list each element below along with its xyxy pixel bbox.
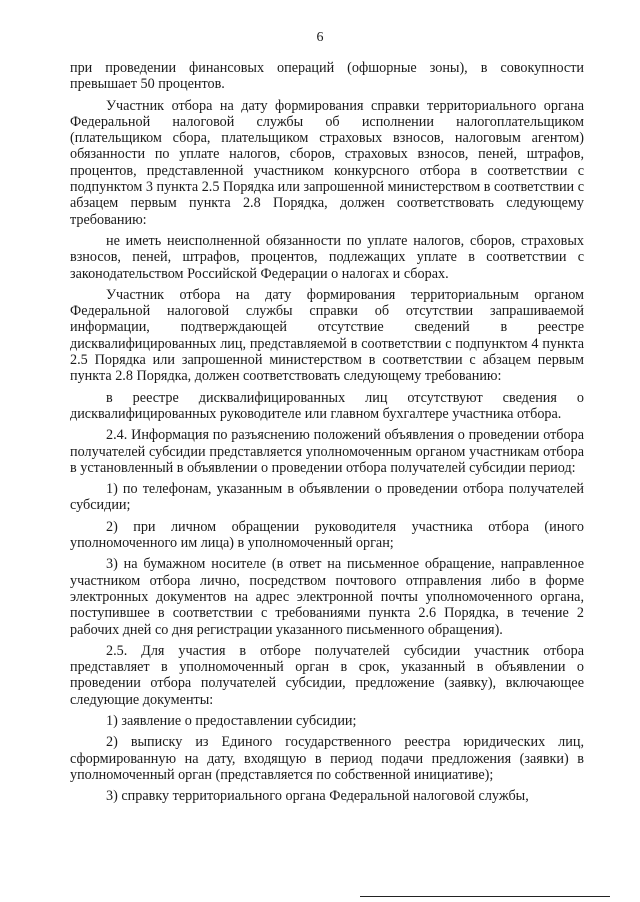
page-number: 6 [316,30,324,45]
paragraph: Участник отбора на дату формирования справки территориального органа Федеральной налоговой службы об исполнении налогоплательщиком (плательщиком сбора, плательщиком страховых взносов, налоговым агентом) обязанности по уплате налогов, сборов, страховых взносов, пеней, штрафов, процентов, представленной участником конкурсного отбора в соответствии с подпунктом 3 пункта 2.5 Порядка или запрошенной министерством в соответствии с абзацем первым пункта 2.8 Порядка, должен соответствовать следующему требованию: [70,97,584,228]
list-item: 3) на бумажном носителе (в ответ на письменное обращение, направленное участником отбора лично, посредством почтового отправления либо в форме электронных документов на адрес электронной почты уполномоченного органа, поступившее в соответствии с требованиями пункта 2.6 Порядка, в течение 2 рабочих дней со дня регистрации указанного письменного обращения). [70,556,584,638]
paragraph: в реестре дисквалифицированных лиц отсутствуют сведения о дисквалифицированных руководителе или главном бухгалтере участника отбора. [70,389,584,422]
list-item: 2) при личном обращении руководителя участника отбора (иного уполномоченного им лица) в уполномоченный орган; [70,518,584,552]
footer-divider [360,896,610,897]
list-item: 3) справку территориального органа Федеральной налоговой службы, [106,788,529,805]
paragraph: при проведении финансовых операций (офшорные зоны), в совокупности превышает 50 процентов. [70,60,584,93]
list-item: 2) выписку из Единого государственного реестра юридических лиц, сформированную на дату, входящую в период подачи предложения (заявки) в уполномоченный орган (представляется по собственной инициативе); [70,734,584,783]
paragraph: не иметь неисполненной обязанности по уплате налогов, сборов, страховых взносов, пеней, штрафов, процентов, подлежащих уплате в соответствии с законодательством Российской Федерации о налогах и сборах. [70,232,584,282]
paragraph: 2.4. Информация по разъяснению положений объявления о проведении отбора получателей субсидии представляется уполномоченным органом участникам отбора в установленный в объявлении о проведении отбора получателей субсидии период: [70,427,584,476]
paragraph: 2.5. Для участия в отборе получателей субсидии участник отбора представляет в уполномоченный орган в срок, указанный в объявлении о проведении отбора получателей субсидии, предложение (заявку), включающее следующие документы: [70,642,584,708]
list-item: 1) заявление о предоставлении субсидии; [106,712,357,729]
paragraph: Участник отбора на дату формирования территориальным органом Федеральной налоговой службы справки об отсутствии запрашиваемой информации, подтверждающей отсутствие сведений в реестре дисквалифицированных лиц, представляемой в соответствии с подпунктом 4 пункта 2.5 Порядка или запрошенной министерством в соответствии с абзацем первым пункта 2.8 Порядка, должен соответствовать следующему требованию: [70,286,584,385]
list-item: 1) по телефонам, указанным в объявлении о проведении отбора получателей субсидии; [70,481,584,514]
document-body [70,60,584,809]
